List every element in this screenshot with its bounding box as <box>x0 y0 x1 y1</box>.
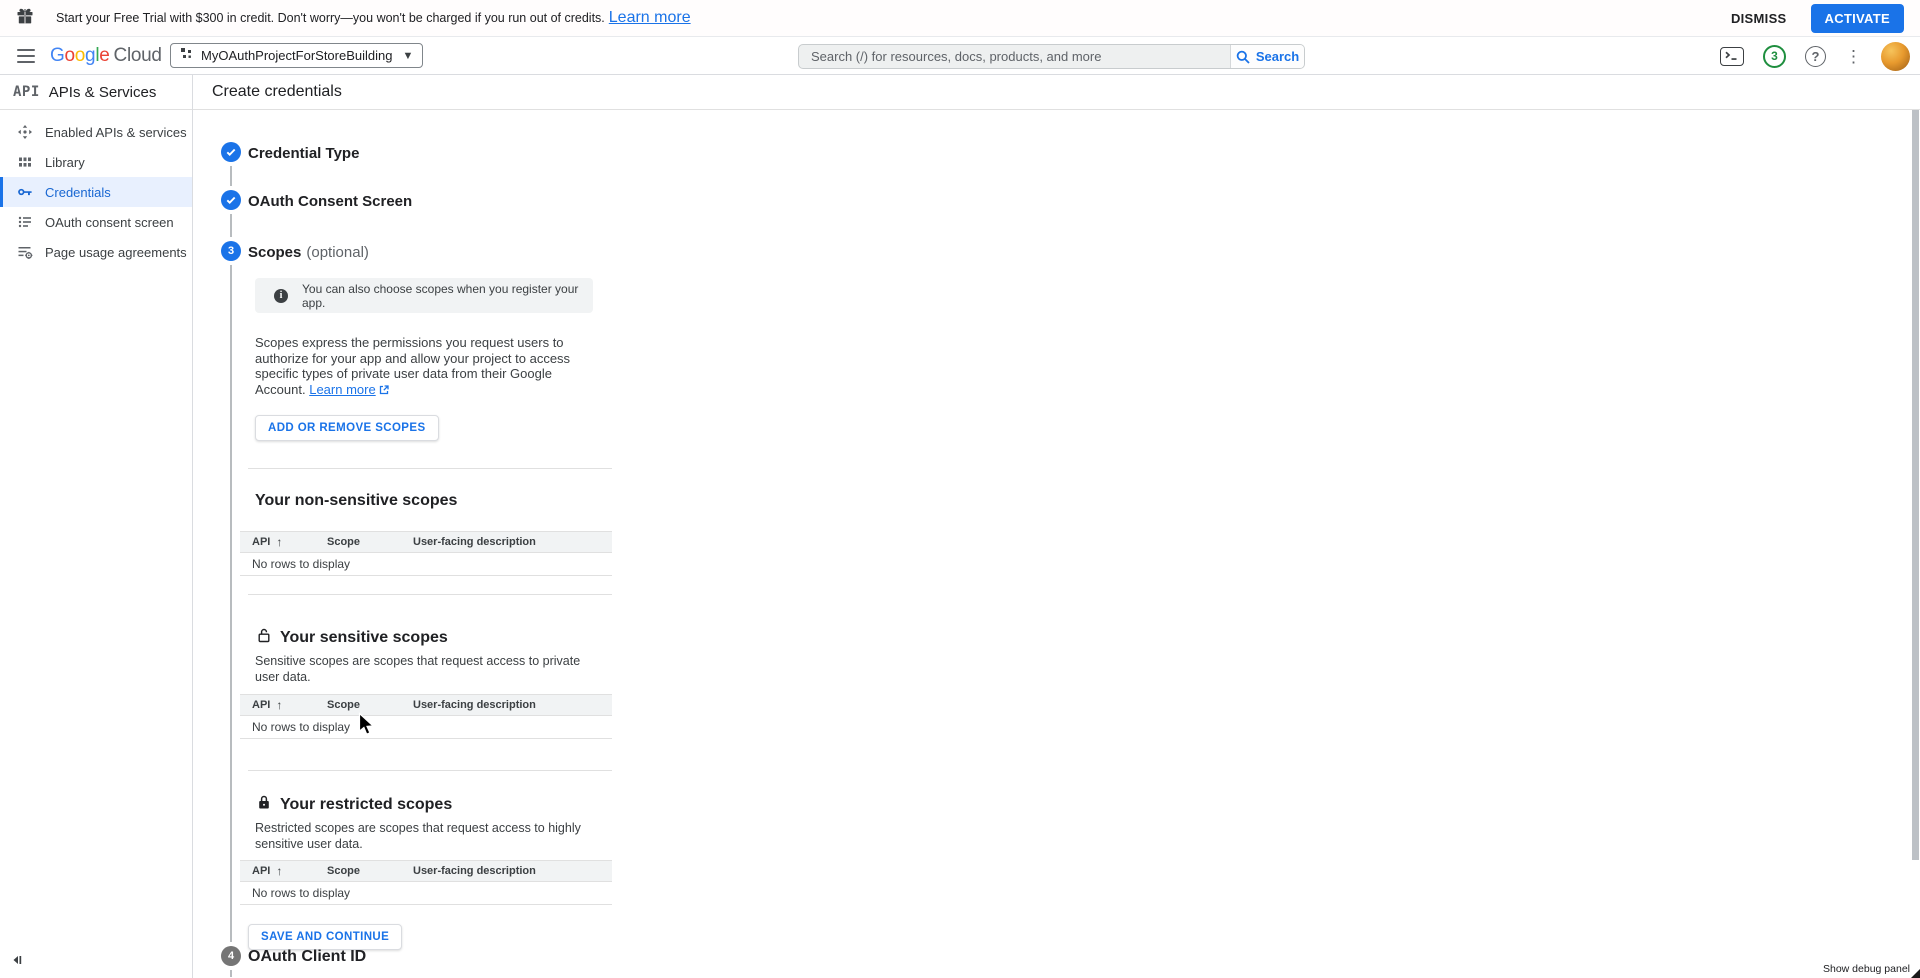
key-icon <box>17 184 33 200</box>
sort-ascending-icon: ↑ <box>276 535 283 550</box>
step3-optional-suffix: (optional) <box>306 244 369 261</box>
google-logo-text: Google <box>50 44 110 66</box>
sidebar-item-label: Enabled APIs & services <box>45 124 187 140</box>
divider <box>248 468 612 469</box>
notifications-badge[interactable]: 3 <box>1763 45 1786 68</box>
restricted-scopes-table <box>240 860 612 905</box>
gift-icon <box>16 7 34 30</box>
step-connector <box>230 970 232 977</box>
header-icons <box>1720 37 1910 75</box>
sidebar-title: APIs & Services <box>48 83 157 101</box>
step-connector <box>230 166 232 186</box>
project-icon <box>180 47 193 65</box>
table-header-row <box>240 860 612 882</box>
step-connector <box>230 265 232 942</box>
non-sensitive-scopes-table <box>240 531 612 576</box>
external-link-icon <box>379 383 389 399</box>
sidebar-item-label: Page usage agreements <box>45 244 187 260</box>
global-search <box>798 44 1305 69</box>
step4-number-badge: 4 <box>221 946 241 966</box>
scopes-description: Scopes express the permissions you request users to authorize for your app and allow your project to access specific types of private user data from their Google Account. Learn more <box>255 335 571 397</box>
divider <box>248 770 612 771</box>
sidebar-header <box>0 75 192 110</box>
empty-table-row: No rows to display <box>240 882 612 905</box>
collapse-panel-icon[interactable] <box>10 953 24 971</box>
library-icon <box>17 154 33 170</box>
vertical-scrollbar[interactable] <box>1912 110 1919 860</box>
scopes-learn-more-link[interactable]: Learn more <box>309 381 376 397</box>
sidebar-item-library[interactable] <box>0 147 192 177</box>
sidebar-item-page-usage[interactable] <box>0 237 192 267</box>
trial-banner-text: Start your Free Trial with $300 in credit. Don't worry—you won't be charged if you run out of credits. <box>56 11 605 25</box>
sidebar-item-label: Library <box>45 154 85 170</box>
more-options-icon[interactable]: ⋮ <box>1845 46 1862 66</box>
empty-table-row: No rows to display <box>240 716 612 739</box>
check-icon <box>225 146 237 158</box>
enabled-apis-icon <box>17 124 33 140</box>
sensitive-scopes-table <box>240 694 612 739</box>
sort-ascending-icon: ↑ <box>276 698 283 713</box>
add-or-remove-scopes-button[interactable]: ADD OR REMOVE SCOPES <box>255 415 439 441</box>
sidebar-item-label: OAuth consent screen <box>45 214 174 230</box>
search-input[interactable] <box>799 45 1230 68</box>
chevron-down-icon: ▼ <box>402 49 414 62</box>
save-and-continue-button[interactable]: SAVE AND CONTINUE <box>248 924 402 950</box>
step-connector <box>230 214 232 237</box>
divider <box>248 594 612 595</box>
project-name: MyOAuthProjectForStoreBuilding <box>201 48 393 63</box>
scope-column-header: Scope <box>327 536 361 549</box>
description-column-header: User-facing description <box>413 865 536 878</box>
step1-done-icon <box>221 142 241 162</box>
sidebar <box>0 75 193 978</box>
scope-column-header: Scope <box>327 865 361 878</box>
sensitive-scopes-description: Sensitive scopes are scopes that request access to private user data. <box>255 654 581 685</box>
project-selector[interactable] <box>170 43 423 68</box>
consent-screen-icon <box>17 214 33 230</box>
info-icon: i <box>274 289 288 303</box>
page-title: Create credentials <box>193 75 1920 110</box>
trial-learn-more-link[interactable]: Learn more <box>608 9 691 26</box>
menu-icon[interactable] <box>17 49 35 63</box>
agreements-icon <box>17 244 33 260</box>
restricted-scopes-title: Your restricted scopes <box>257 795 612 814</box>
api-column-header[interactable]: API ↑ <box>252 535 283 550</box>
help-icon[interactable]: ? <box>1805 46 1826 67</box>
restricted-scopes-description: Restricted scopes are scopes that request access to highly sensitive user data. <box>255 821 581 852</box>
free-trial-banner <box>0 0 1920 37</box>
search-icon <box>1236 50 1250 64</box>
table-header-row <box>240 694 612 716</box>
resize-corner-icon <box>1911 969 1920 978</box>
user-avatar[interactable] <box>1881 42 1910 71</box>
description-column-header: User-facing description <box>413 536 536 549</box>
scopes-info-banner <box>255 278 593 313</box>
main-area <box>193 75 1920 978</box>
cloud-logo-text: Cloud <box>113 44 162 66</box>
cloud-shell-icon[interactable] <box>1720 47 1744 66</box>
sidebar-item-label: Credentials <box>45 184 111 200</box>
empty-table-row: No rows to display <box>240 553 612 576</box>
step3-number-badge: 3 <box>221 241 241 261</box>
app-header <box>0 37 1920 75</box>
sidebar-item-oauth-consent[interactable] <box>0 207 192 237</box>
lock-closed-icon <box>257 795 271 815</box>
step4-label[interactable]: OAuth Client ID <box>248 948 367 965</box>
lock-open-icon <box>257 628 271 648</box>
step2-done-icon <box>221 190 241 210</box>
sidebar-item-enabled-apis[interactable] <box>0 117 192 147</box>
banner-actions <box>1725 4 1904 33</box>
description-column-header: User-facing description <box>413 699 536 712</box>
api-logo-icon: API <box>13 84 40 100</box>
api-column-header[interactable]: API ↑ <box>252 698 283 713</box>
scopes-step-body <box>240 278 612 950</box>
api-column-header[interactable]: API ↑ <box>252 864 283 879</box>
sort-ascending-icon: ↑ <box>276 864 283 879</box>
google-cloud-logo[interactable] <box>50 45 162 67</box>
scopes-info-text: You can also choose scopes when you register your app. <box>302 281 579 310</box>
search-button[interactable]: Search <box>1230 45 1304 68</box>
show-debug-panel-link[interactable]: Show debug panel <box>1823 963 1910 975</box>
table-header-row <box>240 531 612 553</box>
sidebar-nav <box>0 110 192 267</box>
step2-label[interactable]: OAuth Consent Screen <box>248 193 413 210</box>
step1-label[interactable]: Credential Type <box>248 145 360 162</box>
check-icon <box>225 194 237 206</box>
activate-button[interactable]: ACTIVATE <box>1811 4 1904 33</box>
sidebar-item-credentials[interactable] <box>0 177 192 207</box>
dismiss-button[interactable]: DISMISS <box>1730 10 1787 26</box>
non-sensitive-scopes-title: Your non-sensitive scopes <box>255 491 458 509</box>
scope-column-header: Scope <box>327 699 361 712</box>
create-credentials-stepper <box>193 110 1920 977</box>
sensitive-scopes-title: Your sensitive scopes <box>257 628 612 647</box>
step3-label[interactable]: Scopes (optional) <box>248 244 369 261</box>
